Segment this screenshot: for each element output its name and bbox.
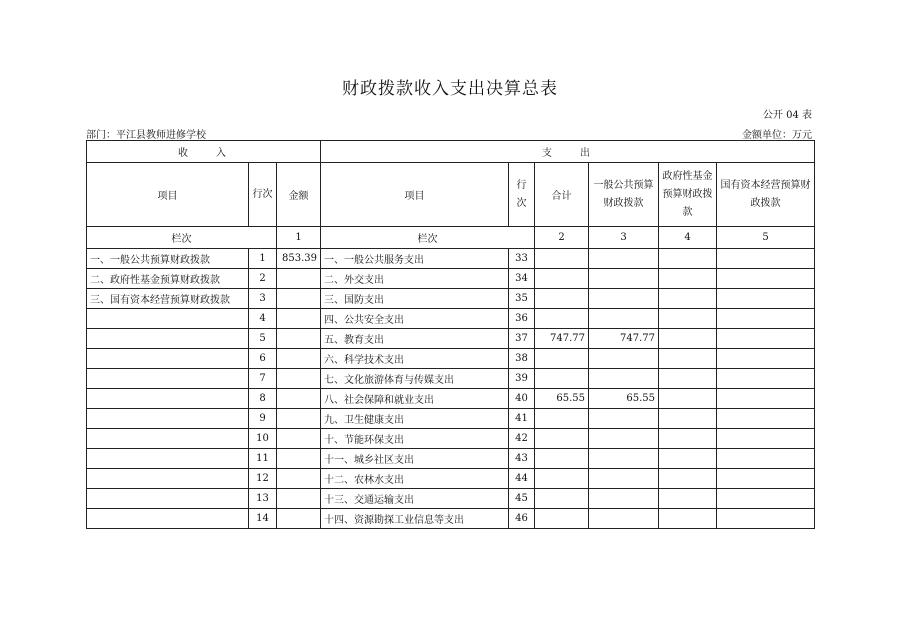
income-item-cell: 三、国有资本经营预算财政拨款 [87,289,249,309]
income-item-cell [87,309,249,329]
amount-cell [277,309,321,329]
state-capital-cell [717,349,815,369]
expense-row-no-cell: 40 [509,389,535,409]
col-number-3: 3 [589,227,659,249]
general-budget-cell [589,269,659,289]
state-capital-cell [717,449,815,469]
total-cell [535,369,589,389]
income-row-no-cell: 9 [249,409,277,429]
gov-fund-cell [659,469,717,489]
col-label-expense: 栏次 [321,227,535,249]
amount-cell: 853.39 [277,249,321,269]
income-item-cell [87,369,249,389]
gov-fund-header: 政府性基金预算财政拨款 [659,163,717,227]
col-number-1: 1 [277,227,321,249]
general-budget-cell [589,369,659,389]
table-row [87,429,815,449]
form-number: 公开 04 表 [762,110,812,121]
table-row [87,489,815,509]
income-item-cell [87,409,249,429]
state-capital-cell [717,429,815,449]
expense-section-header: 支出 [321,141,815,163]
expense-item-cell: 十一、城乡社区支出 [321,449,509,469]
gov-fund-cell [659,429,717,449]
total-header: 合计 [535,163,589,227]
expense-item-cell: 八、社会保障和就业支出 [321,389,509,409]
expense-row-no-cell: 35 [509,289,535,309]
gov-fund-cell [659,309,717,329]
department-label: 部门：平江县教师进修学校 [86,130,206,141]
income-row-no-cell: 12 [249,469,277,489]
total-cell [535,249,589,269]
income-item-cell [87,509,249,529]
expense-item-cell: 三、国防支出 [321,289,509,309]
gov-fund-cell [659,289,717,309]
amount-header: 金额 [277,163,321,227]
general-budget-header: 一般公共预算财政拨款 [589,163,659,227]
gov-fund-cell [659,489,717,509]
state-capital-cell [717,289,815,309]
income-item-cell [87,389,249,409]
income-row-no-cell: 11 [249,449,277,469]
expense-row-no-header: 行次 [509,163,535,227]
general-budget-cell [589,309,659,329]
col-number-2: 2 [535,227,589,249]
state-capital-cell [717,329,815,349]
expense-row-no-cell: 46 [509,509,535,529]
income-item-cell [87,429,249,449]
amount-cell [277,509,321,529]
total-cell [535,349,589,369]
amount-unit-label: 金额单位：万元 [742,130,812,141]
expense-item-cell: 五、教育支出 [321,329,509,349]
gov-fund-cell [659,389,717,409]
expense-item-cell: 十二、农林水支出 [321,469,509,489]
total-cell: 747.77 [535,329,589,349]
state-capital-cell [717,409,815,429]
amount-cell [277,269,321,289]
gov-fund-cell [659,369,717,389]
income-item-cell: 二、政府性基金预算财政拨款 [87,269,249,289]
expense-item-cell: 二、外交支出 [321,269,509,289]
expense-item-cell: 六、科学技术支出 [321,349,509,369]
state-capital-cell [717,469,815,489]
amount-cell [277,349,321,369]
gov-fund-cell [659,249,717,269]
income-row-no-header: 行次 [249,163,277,227]
income-item-header: 项目 [87,163,249,227]
general-budget-cell [589,349,659,369]
state-capital-cell [717,509,815,529]
table-row [87,469,815,489]
expense-item-cell: 九、卫生健康支出 [321,409,509,429]
total-cell: 65.55 [535,389,589,409]
total-cell [535,289,589,309]
expense-item-cell: 十四、资源勘探工业信息等支出 [321,509,509,529]
total-cell [535,469,589,489]
amount-cell [277,329,321,349]
table-row [87,409,815,429]
total-cell [535,449,589,469]
income-row-no-cell: 5 [249,329,277,349]
col-number-5: 5 [717,227,815,249]
expense-item-cell: 七、文化旅游体育与传媒支出 [321,369,509,389]
general-budget-cell [589,249,659,269]
table-row [87,309,815,329]
expense-row-no-cell: 33 [509,249,535,269]
state-capital-cell [717,489,815,509]
total-cell [535,409,589,429]
total-cell [535,309,589,329]
table-row [87,509,815,529]
income-row-no-cell: 2 [249,269,277,289]
header-row-columns [87,163,815,227]
income-item-cell [87,329,249,349]
table-row [87,329,815,349]
expense-row-no-cell: 44 [509,469,535,489]
budget-summary-table [86,140,815,529]
expense-item-cell: 四、公共安全支出 [321,309,509,329]
income-row-no-cell: 4 [249,309,277,329]
expense-row-no-cell: 45 [509,489,535,509]
amount-cell [277,409,321,429]
gov-fund-cell [659,269,717,289]
income-item-cell [87,349,249,369]
general-budget-cell [589,469,659,489]
expense-row-no-cell: 38 [509,349,535,369]
expense-item-cell: 十三、交通运输支出 [321,489,509,509]
general-budget-cell: 65.55 [589,389,659,409]
income-row-no-cell: 7 [249,369,277,389]
state-capital-cell [717,269,815,289]
header-row-sections [87,141,815,163]
income-row-no-cell: 6 [249,349,277,369]
total-cell [535,429,589,449]
state-capital-cell [717,369,815,389]
general-budget-cell [589,409,659,429]
expense-row-no-cell: 41 [509,409,535,429]
amount-cell [277,289,321,309]
total-cell [535,489,589,509]
state-capital-header: 国有资本经营预算财政拨款 [717,163,815,227]
expense-row-no-cell: 34 [509,269,535,289]
amount-cell [277,469,321,489]
total-cell [535,509,589,529]
expense-item-cell: 一、一般公共服务支出 [321,249,509,269]
expense-item-header: 项目 [321,163,509,227]
gov-fund-cell [659,329,717,349]
general-budget-cell [589,449,659,469]
income-row-no-cell: 10 [249,429,277,449]
page-title: 财政拨款收入支出决算总表 [342,79,558,99]
general-budget-cell: 747.77 [589,329,659,349]
expense-row-no-cell: 42 [509,429,535,449]
header-row-column-numbers [87,227,815,249]
expense-row-no-cell: 37 [509,329,535,349]
amount-cell [277,449,321,469]
general-budget-cell [589,429,659,449]
income-row-no-cell: 8 [249,389,277,409]
expense-row-no-cell: 43 [509,449,535,469]
general-budget-cell [589,489,659,509]
gov-fund-cell [659,409,717,429]
col-label-income: 栏次 [87,227,277,249]
amount-cell [277,389,321,409]
expense-item-cell: 十、节能环保支出 [321,429,509,449]
state-capital-cell [717,389,815,409]
income-item-cell [87,489,249,509]
income-row-no-cell: 14 [249,509,277,529]
general-budget-cell [589,289,659,309]
expense-row-no-cell: 36 [509,309,535,329]
income-item-cell [87,449,249,469]
total-cell [535,269,589,289]
income-row-no-cell: 13 [249,489,277,509]
income-row-no-cell: 3 [249,289,277,309]
gov-fund-cell [659,349,717,369]
general-budget-cell [589,509,659,529]
table-row [87,289,815,309]
table-row [87,389,815,409]
amount-cell [277,489,321,509]
table-row [87,269,815,289]
amount-cell [277,369,321,389]
col-number-4: 4 [659,227,717,249]
income-item-cell: 一、一般公共预算财政拨款 [87,249,249,269]
income-row-no-cell: 1 [249,249,277,269]
gov-fund-cell [659,449,717,469]
table-row [87,449,815,469]
amount-cell [277,429,321,449]
state-capital-cell [717,309,815,329]
table-row [87,349,815,369]
income-item-cell [87,469,249,489]
table-row [87,369,815,389]
table-row [87,249,815,269]
state-capital-cell [717,249,815,269]
expense-row-no-cell: 39 [509,369,535,389]
gov-fund-cell [659,509,717,529]
income-section-header: 收入 [87,141,321,163]
